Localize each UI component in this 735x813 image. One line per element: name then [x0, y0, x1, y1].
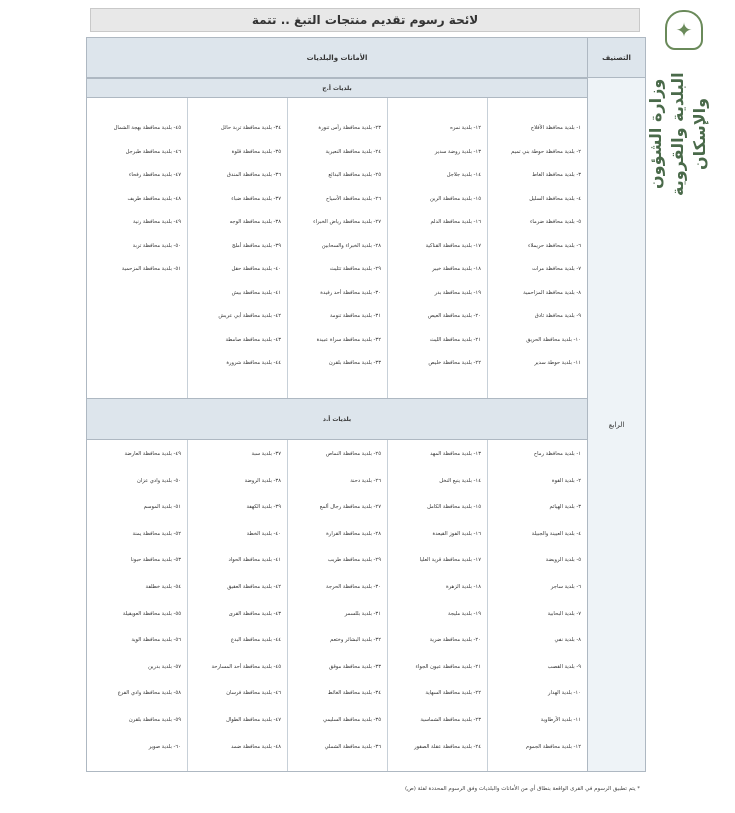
municipality-item: ٥٥- بلدية محافظة العويقيلة: [122, 610, 181, 617]
municipality-item: ١٥- بلدية محافظة الكامل: [427, 504, 481, 511]
table-column: [287, 98, 387, 398]
municipality-item: ١٣- بلدية محافظة المهد: [430, 451, 481, 457]
municipality-item: ١٤- بلدية جلاجل: [446, 172, 481, 178]
section1-title: بلديات أ.ج: [87, 78, 587, 98]
municipality-item: ٣٠- بلدية محافظة أحد رفيدة: [320, 289, 381, 296]
table-column: [387, 440, 487, 771]
municipality-item: ١٢- بلدية محافظة الجموم: [526, 743, 581, 750]
municipality-item: ٤٥- بلدية محافظة بهجة الشمال: [113, 125, 181, 131]
municipality-item: ٣٨- بلدية محافظة الوجه: [229, 219, 281, 225]
municipality-item: ٣١- بلدية بللسمر: [344, 610, 381, 617]
table-header-row: [87, 38, 645, 78]
municipality-item: ٣- بلدية محافظة الغاط: [532, 172, 581, 178]
municipality-item: ٢٣- بلدية محافظة الشماسية: [420, 717, 481, 723]
municipality-item: ٣٥- بلدية محافظة قلوة: [231, 148, 281, 155]
municipality-item: ٢٦- بلدية دحنة: [350, 477, 381, 484]
municipality-item: ٣٦- بلدية محافظة الشملي: [324, 743, 381, 750]
municipality-item: ٤٠- بلدية محافظة حقل: [231, 266, 281, 272]
municipality-item: ٤- بلدية العيينة والجبيلة: [531, 530, 581, 537]
municipality-item: ٢- بلدية محافظة حوطة بني تميم: [511, 148, 581, 155]
municipality-item: ١٩- بلدية محافظة بدر: [434, 289, 481, 296]
municipality-item: ٥٩- بلدية محافظة بلقرن: [128, 717, 181, 723]
municipality-item: ١٦- بلدية الفوز القيعدة: [432, 530, 481, 537]
table-column: [387, 98, 487, 398]
municipality-item: ٢٩- بلدية محافظة تثليث: [329, 266, 381, 272]
municipality-item: ٧- بلدية البحابية: [547, 610, 581, 617]
municipality-item: ٤٢- بلدية محافظة أبي عريش: [218, 313, 281, 319]
municipality-item: ٢٤- بلدية محافظة عقلة الصقور: [414, 743, 481, 750]
section2-grid: [87, 440, 587, 771]
municipality-item: ٣٨- بلدية الروضة: [244, 477, 281, 484]
table-column: [487, 440, 587, 771]
municipality-item: ٥- بلدية الرويضة: [545, 557, 581, 564]
municipality-item: ١٧- بلدية محافظة القناكية: [425, 242, 481, 249]
municipality-item: ٣٧- بلدية سبة: [251, 451, 281, 457]
fees-table: [86, 37, 646, 772]
municipality-item: ٤- بلدية محافظة السليل: [529, 195, 581, 202]
page-title: لائحة رسوم تقديم منتجات التبغ .. تتمة: [90, 8, 640, 32]
ministry-name: وزارة الشؤون البلدية والقروية والإسكان: [646, 72, 709, 196]
municipality-item: ٩- بلدية محافظة ثادق: [534, 313, 581, 319]
header-main: الأمانات والبلديات: [306, 54, 368, 62]
municipality-item: ٢١- بلدية محافظة الليث: [429, 336, 481, 343]
municipality-item: ١٠- بلدية الهدار: [548, 690, 581, 697]
municipality-item: ٤٣- بلدية محافظة صامطة: [225, 336, 281, 343]
municipality-item: ٢٢- بلدية محافظة خليص: [428, 360, 481, 366]
municipality-item: ٣٦- بلدية محافظة المندق: [226, 172, 281, 178]
municipality-item: ١٨- بلدية الزهرة: [445, 584, 481, 590]
municipality-item: ٦٠- بلدية صوير: [148, 743, 181, 750]
municipality-item: ٤٢- بلدية محافظة العقيق: [227, 584, 281, 590]
municipality-item: ٢٢- بلدية محافظة السهاية: [425, 690, 481, 697]
municipality-item: ٥- بلدية محافظة ضرماء: [529, 219, 581, 225]
municipality-item: ٣٩- بلدية الكهفة: [246, 504, 281, 511]
municipality-item: ٢٣- بلدية محافظة رأس تنورة: [318, 125, 381, 131]
municipality-item: ١٨- بلدية محافظة خيبر: [432, 266, 481, 272]
municipality-item: ١٩- بلدية مليجة: [447, 610, 481, 617]
municipality-item: ١- بلدية محافظة الأفلاج: [530, 125, 581, 131]
municipality-item: ٥١- بلدية الموسم: [143, 504, 181, 511]
municipality-item: ٤٧- بلدية محافظة الطوال: [226, 717, 281, 723]
municipality-item: ٣- بلدية الهياثم: [549, 504, 581, 511]
municipality-item: ٣٩- بلدية محافظة أملج: [231, 242, 281, 249]
category-cell: الرابع: [587, 78, 645, 771]
municipality-item: ٨- بلدية نفي: [554, 637, 581, 644]
municipality-item: ٣٧- بلدية محافظة ضباء: [231, 195, 281, 202]
municipality-item: ٣٢- بلدية محافظة سراة عبيدة: [316, 336, 381, 343]
municipality-item: ٤٠- بلدية الخطة: [246, 530, 281, 537]
municipality-item: ٣٢- بلدية البشائر وخثعم: [330, 637, 381, 644]
footnote: * يتم تطبيق الرسوم في القرى الواقعة بنطاق أي من الأمانات والبلديات وفق الرسوم المحددة لفئة (ص): [405, 786, 640, 792]
municipality-item: ٥١- بلدية محافظة المزحمية: [121, 266, 181, 272]
municipality-item: ٥٣- بلدية محافظة حبونا: [130, 557, 181, 564]
municipality-item: ١٢- بلدية نمره: [450, 125, 481, 131]
municipality-item: ٢٤- بلدية محافظة النعيرية: [325, 148, 381, 155]
municipality-item: ١١- بلدية الأرطاوية: [540, 717, 581, 723]
municipality-item: ٥٠- بلدية وادي عزان: [136, 477, 181, 484]
municipality-item: ٤٣- بلدية محافظة القرى: [228, 610, 281, 617]
table-column: [187, 98, 287, 398]
municipality-item: ٣٥- بلدية محافظة السليمي: [323, 717, 381, 723]
section2-title: بلديات أ.د: [87, 398, 587, 440]
municipality-item: ٣٣- بلدية محافظة بلقرن: [328, 360, 381, 366]
municipality-item: ٥٧- بلدية بدرين: [148, 663, 181, 670]
palm-swords-icon: ✦: [665, 10, 703, 50]
municipality-item: ١٧- بلدية محافظة قرية العليا: [419, 557, 481, 564]
municipality-item: ٦- بلدية ساجر: [550, 584, 581, 590]
municipality-item: ١- بلدية محافظة رماح: [533, 451, 581, 457]
municipality-item: ٣٤- بلدية محافظة الغائط: [327, 690, 381, 697]
municipality-item: ٢٦- بلدية محافظة الأسياح: [326, 195, 381, 202]
municipality-item: ٣٣- بلدية محافظة موقق: [329, 663, 381, 670]
municipality-item: ٥٨- بلدية محافظة وادي الفرع: [117, 690, 181, 697]
municipality-item: ٤١- بلدية محافظة بيش: [231, 289, 281, 296]
municipality-item: ٤٧- بلدية محافظة رفحاء: [128, 172, 181, 178]
municipality-item: ٤٦- بلدية محافظة فرسان: [226, 690, 281, 697]
municipality-item: ٩- بلدية القصب: [547, 663, 581, 670]
municipality-item: ٢٨- بلدية الخبراء والسحابين: [321, 242, 381, 249]
municipality-item: ٤٨- بلدية محافظة ضمد: [231, 743, 281, 750]
ministry-logo: [641, 4, 731, 204]
section1-grid: [87, 98, 587, 398]
municipality-item: ١٣- بلدية روضة سدير: [434, 148, 481, 155]
municipality-item: ٢٨- بلدية محافظة القرارة: [326, 530, 381, 537]
municipality-item: ٢١- بلدية محافظة عيون الجواء: [415, 663, 481, 670]
municipality-item: ٢٠- بلدية محافظة ضرية: [429, 637, 481, 644]
municipality-item: ٢٥- بلدية محافظة النماص: [325, 451, 381, 457]
header-category: التصنيف: [587, 38, 645, 78]
municipality-item: ٨- بلدية محافظة المزاحمية: [523, 289, 581, 296]
municipality-item: ٤٨- بلدية محافظة طريف: [127, 195, 181, 202]
municipality-item: ٥٦- بلدية محافظة الوية: [131, 637, 181, 644]
municipality-item: ٢- بلدية القوة: [551, 477, 581, 484]
municipality-item: ٢٩- بلدية محافظة طريب: [327, 557, 381, 564]
municipality-item: ٥٠- بلدية محافظة تربة: [132, 242, 181, 249]
municipality-item: ٣٤- بلدية محافظة تربة حائل: [220, 125, 281, 131]
municipality-item: ٤٥- بلدية محافظة أحد المسارحة: [211, 663, 281, 670]
municipality-item: ٢٧- بلدية محافظة رجال ألمع: [319, 504, 381, 511]
municipality-item: ٤٩- بلدية محافظة رنية: [132, 219, 181, 225]
municipality-item: ٧- بلدية محافظة مرات: [532, 266, 581, 272]
table-column: [187, 440, 287, 771]
municipality-item: ٥٢- بلدية محافظة يمنة: [132, 530, 181, 537]
municipality-item: ٤٩- بلدية محافظة العارضة: [124, 451, 181, 457]
municipality-item: ٥٤- بلدية خطلفة: [145, 584, 181, 590]
municipality-item: ٢٠- بلدية محافظة العيص: [427, 313, 481, 319]
municipality-item: ١٦- بلدية محافظة الدلم: [430, 219, 481, 225]
municipality-item: ١٠- بلدية محافظة الحريق: [526, 336, 581, 343]
table-column: [87, 440, 187, 771]
municipality-item: ١١- بلدية حوطة سدير: [534, 360, 581, 366]
municipality-item: ٤٤- بلدية محافظة شرورة: [226, 360, 281, 366]
table-column: [287, 440, 387, 771]
municipality-item: ٤٤- بلدية محافظة البدع: [230, 637, 281, 644]
municipality-item: ٣٠- بلدية محافظة الحرجة: [326, 584, 381, 590]
table-column: [487, 98, 587, 398]
municipality-item: ١٥- بلدية محافظة الرين: [429, 195, 481, 202]
municipality-item: ٤١- بلدية محافظة الحواد: [228, 557, 281, 564]
municipality-item: ٢٧- بلدية محافظة رياض الخبراء: [313, 219, 381, 225]
municipality-item: ١٤- بلدية ينبع النخل: [439, 477, 481, 484]
municipality-item: ٤٦- بلدية محافظة طبرجل: [125, 148, 181, 155]
municipality-item: ٢٥- بلدية محافظة البدائع: [328, 172, 381, 178]
municipality-item: ٦- بلدية محافظة حريملاء: [528, 242, 581, 249]
municipality-item: ٣١- بلدية محافظة تنومة: [330, 313, 381, 319]
table-column: [87, 98, 187, 398]
